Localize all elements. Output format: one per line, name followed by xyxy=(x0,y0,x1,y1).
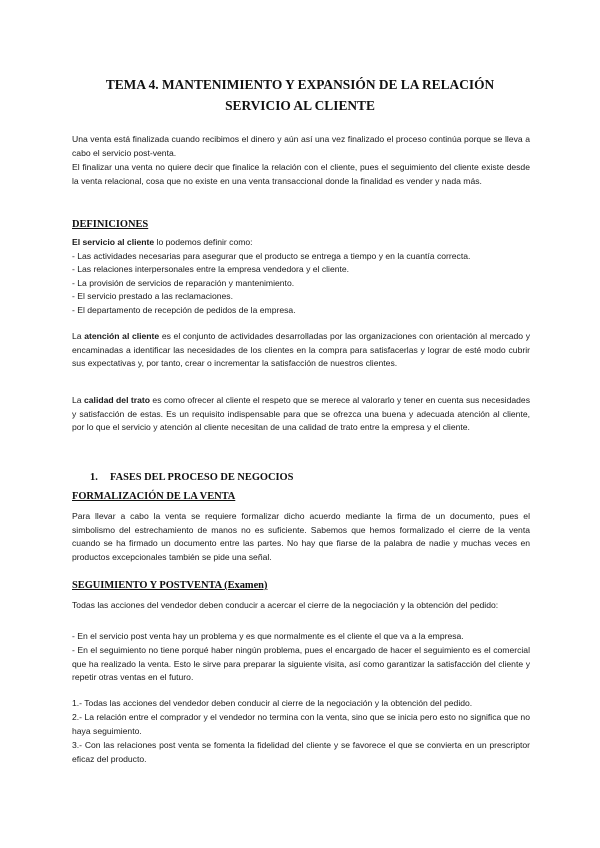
formalizacion-paragraph: Para llevar a cabo la venta se requiere formalizar dicho acuerdo mediante la firma de un documento, pues el simbolismo del estrechamiento de manos no es suficiente. Sabemos que hemos formalizado el cierre de la venta cuando se ha firmado un documento entre las partes. No hay que fiarse de la palabra de nadie y muchas veces en productos excepcionales también se pide una señal. xyxy=(72,511,530,562)
definiciones-lead-rest: lo podemos definir como: xyxy=(154,237,253,247)
definiciones-lead xyxy=(72,236,530,250)
calidad-paragraph xyxy=(72,394,530,435)
list-item: - El departamento de recepción de pedidos de la empresa. xyxy=(72,304,296,315)
list-item: - Las actividades necesarias para asegurar que el producto se entrega a tiempo y en la cuantía correcta. xyxy=(72,250,471,261)
definiciones-heading: DEFINICIONES xyxy=(72,219,149,230)
servicio-cliente-term: El servicio al cliente xyxy=(72,237,155,247)
formalizacion-heading: FORMALIZACIÓN DE LA VENTA xyxy=(72,491,236,502)
atencion-rest: es el conjunto de actividades desarrolladas por las organizaciones con orientación al mercado y encaminadas a identificar las necesidades de los clientes en la compra para satisfacerlas y lograr de esté modo cubrir sus expectativas y, por tanto, crear o incrementar la satisfacción de nuestros clientes. xyxy=(72,331,530,369)
list-item: - Las relaciones interpersonales entre la empresa vendedora y el cliente. xyxy=(72,264,350,275)
section-number: 1. xyxy=(90,472,98,483)
calidad-trato-term: calidad del trato xyxy=(84,395,150,405)
seguimiento-point-3: 3.- Con las relaciones post venta se fomenta la fidelidad del cliente y se favorece el que se convierta en un prescriptor eficaz del producto. xyxy=(72,740,530,764)
title-line-2: SERVICIO AL CLIENTE xyxy=(225,98,375,113)
calidad-rest: es como ofrecer al cliente el respeto que se merece al valorarlo y tener en cuenta sus necesidades y satisfacción de estas. Es un requisito indispensable para que se ofrezca una buena y adecuada atención al cliente, por lo que el servicio y atención al cliente necesitan de una calidad de trato entre la empresa y el cliente. xyxy=(72,395,530,433)
seguimiento-point-2: 2.- La relación entre el comprador y el vendedor no termina con la venta, sino que se inicia pero esto no significa que no haya seguimiento. xyxy=(72,712,530,736)
calidad-pre: La xyxy=(72,395,84,405)
seguimiento-bullet-1: - En el servicio post venta hay un problema y es que normalmente es el cliente el que va a la empresa. xyxy=(72,631,464,641)
definiciones-list xyxy=(72,236,530,318)
atencion-pre: La xyxy=(72,331,85,341)
atencion-paragraph xyxy=(72,330,530,371)
intro-paragraph-1: Una venta está finalizada cuando recibimos el dinero y aún así una vez finalizado el proceso continúa porque se lleva a cabo el servicio post-venta. xyxy=(72,134,530,158)
document-title xyxy=(60,74,540,116)
list-item: - La provisión de servicios de reparación y mantenimiento. xyxy=(72,277,295,288)
intro-paragraph-2: El finalizar una venta no quiere decir que finalice la relación con el cliente, pues el seguimiento del cliente existe desde la venta relacional, cosa que no existe en una venta transaccional donde la finalidad es vender y nada más. xyxy=(72,162,530,186)
section-1-heading xyxy=(90,471,293,485)
seguimiento-intro: Todas las acciones del vendedor deben conducir a acercar el cierre de la negociación y la obtención del pedido: xyxy=(72,600,499,610)
list-item: - El servicio prestado a las reclamaciones. xyxy=(72,291,233,302)
seguimiento-point-1: 1.- Todas las acciones del vendedor deben conducir al cierre de la negociación y la obtención del pedido. xyxy=(72,698,473,708)
title-line-1: TEMA 4. MANTENIMIENTO Y EXPANSIÓN DE LA RELACIÓN xyxy=(105,77,495,92)
seguimiento-bullet-2: - En el seguimiento no tiene porqué haber ningún problema, pues el encargado de hacer el seguimiento es el comercial que ha realizado la venta. Esto le sirve para preparar la siguiente visita, así como garantizar la satisfacción del cliente y repetir otras ventas en el futuro. xyxy=(72,645,530,683)
atencion-cliente-term: atención al cliente xyxy=(84,331,160,341)
section-title: FASES DEL PROCESO DE NEGOCIOS xyxy=(110,472,294,483)
seguimiento-heading: SEGUIMIENTO Y POSTVENTA (Examen) xyxy=(72,580,268,591)
